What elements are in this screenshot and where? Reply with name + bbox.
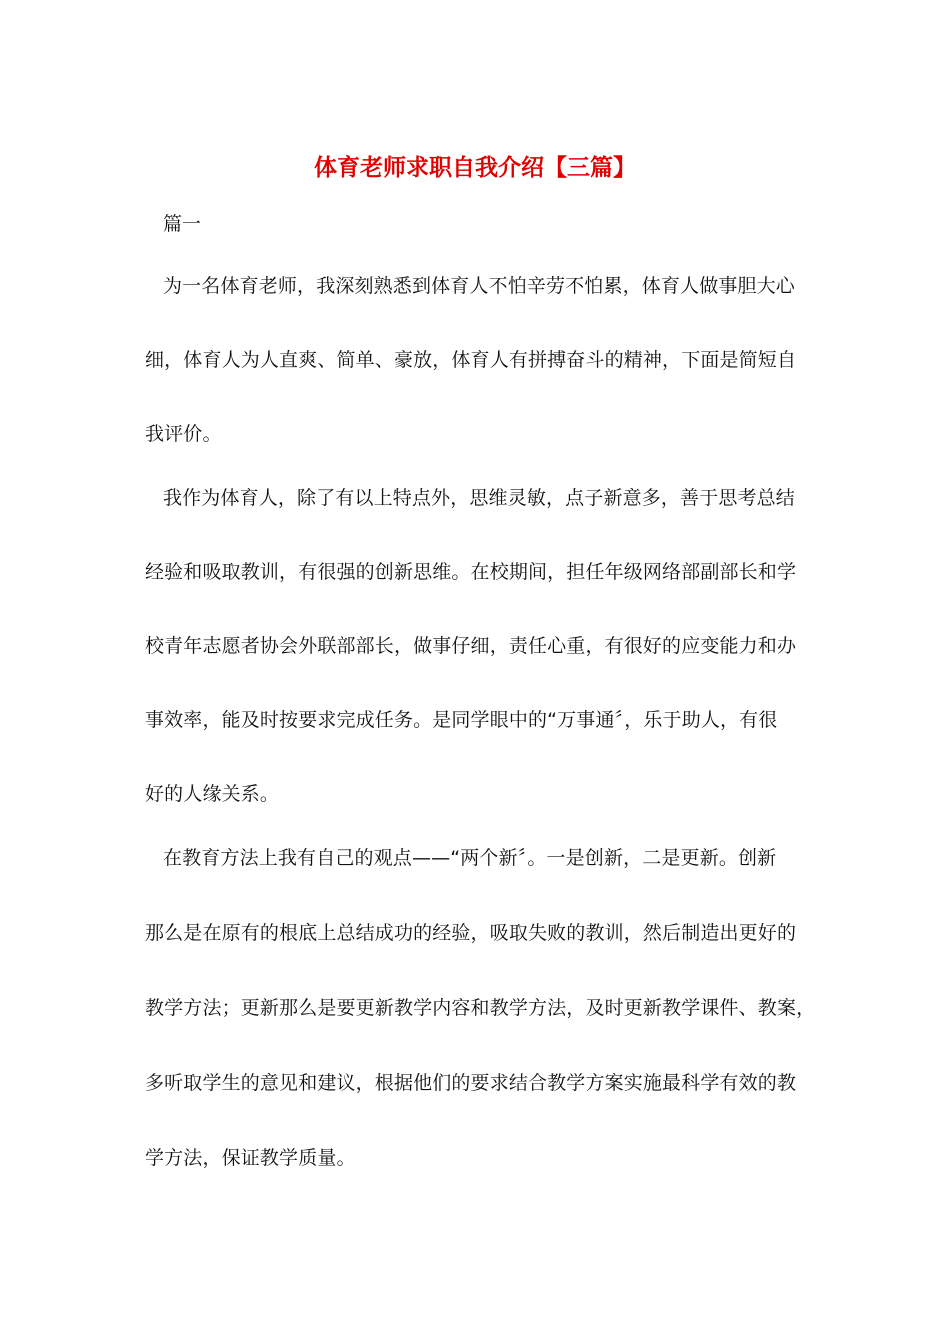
paragraph-line: 为一名体育老师，我深刻熟悉到体育人不怕辛劳不怕累，体育人做事胆大心 xyxy=(163,275,795,297)
paragraph-line: 事效率，能及时按要求完成任务。是同学眼中的“万事通〞，乐于助人，有很 xyxy=(145,709,778,731)
paragraph-line: 好的人缘关系。 xyxy=(145,783,280,805)
paragraph-line: 我作为体育人，除了有以上特点外，思维灵敏，点子新意多，善于思考总结 xyxy=(163,487,795,509)
paragraph-line: 教学方法；更新那么是要更新教学内容和教学方法，及时更新教学课件、教案， xyxy=(145,997,816,1019)
section-label: 篇一 xyxy=(163,213,202,235)
paragraph-line: 在教育方法上我有自己的观点——“两个新〞。一是创新，二是更新。创新 xyxy=(163,847,777,869)
document-title: 体育老师求职自我介绍【三篇】 xyxy=(314,154,636,181)
paragraph-line: 学方法，保证教学质量。 xyxy=(145,1147,356,1169)
paragraph-line: 校青年志愿者协会外联部部长，做事仔细，责任心重，有很好的应变能力和办 xyxy=(145,635,797,657)
paragraph-line: 那么是在原有的根底上总结成功的经验，吸取失败的教训，然后制造出更好的 xyxy=(145,922,797,944)
paragraph-line: 细，体育人为人直爽、简单、豪放，体育人有拼搏奋斗的精神，下面是简短自 xyxy=(145,349,797,371)
paragraph-line: 我评价。 xyxy=(145,423,222,445)
paragraph-line: 多听取学生的意见和建议，根据他们的要求结合教学方案实施最科学有效的教 xyxy=(145,1072,797,1094)
paragraph-line: 经验和吸取教训，有很强的创新思维。在校期间，担任年级网络部副部长和学 xyxy=(145,561,797,583)
